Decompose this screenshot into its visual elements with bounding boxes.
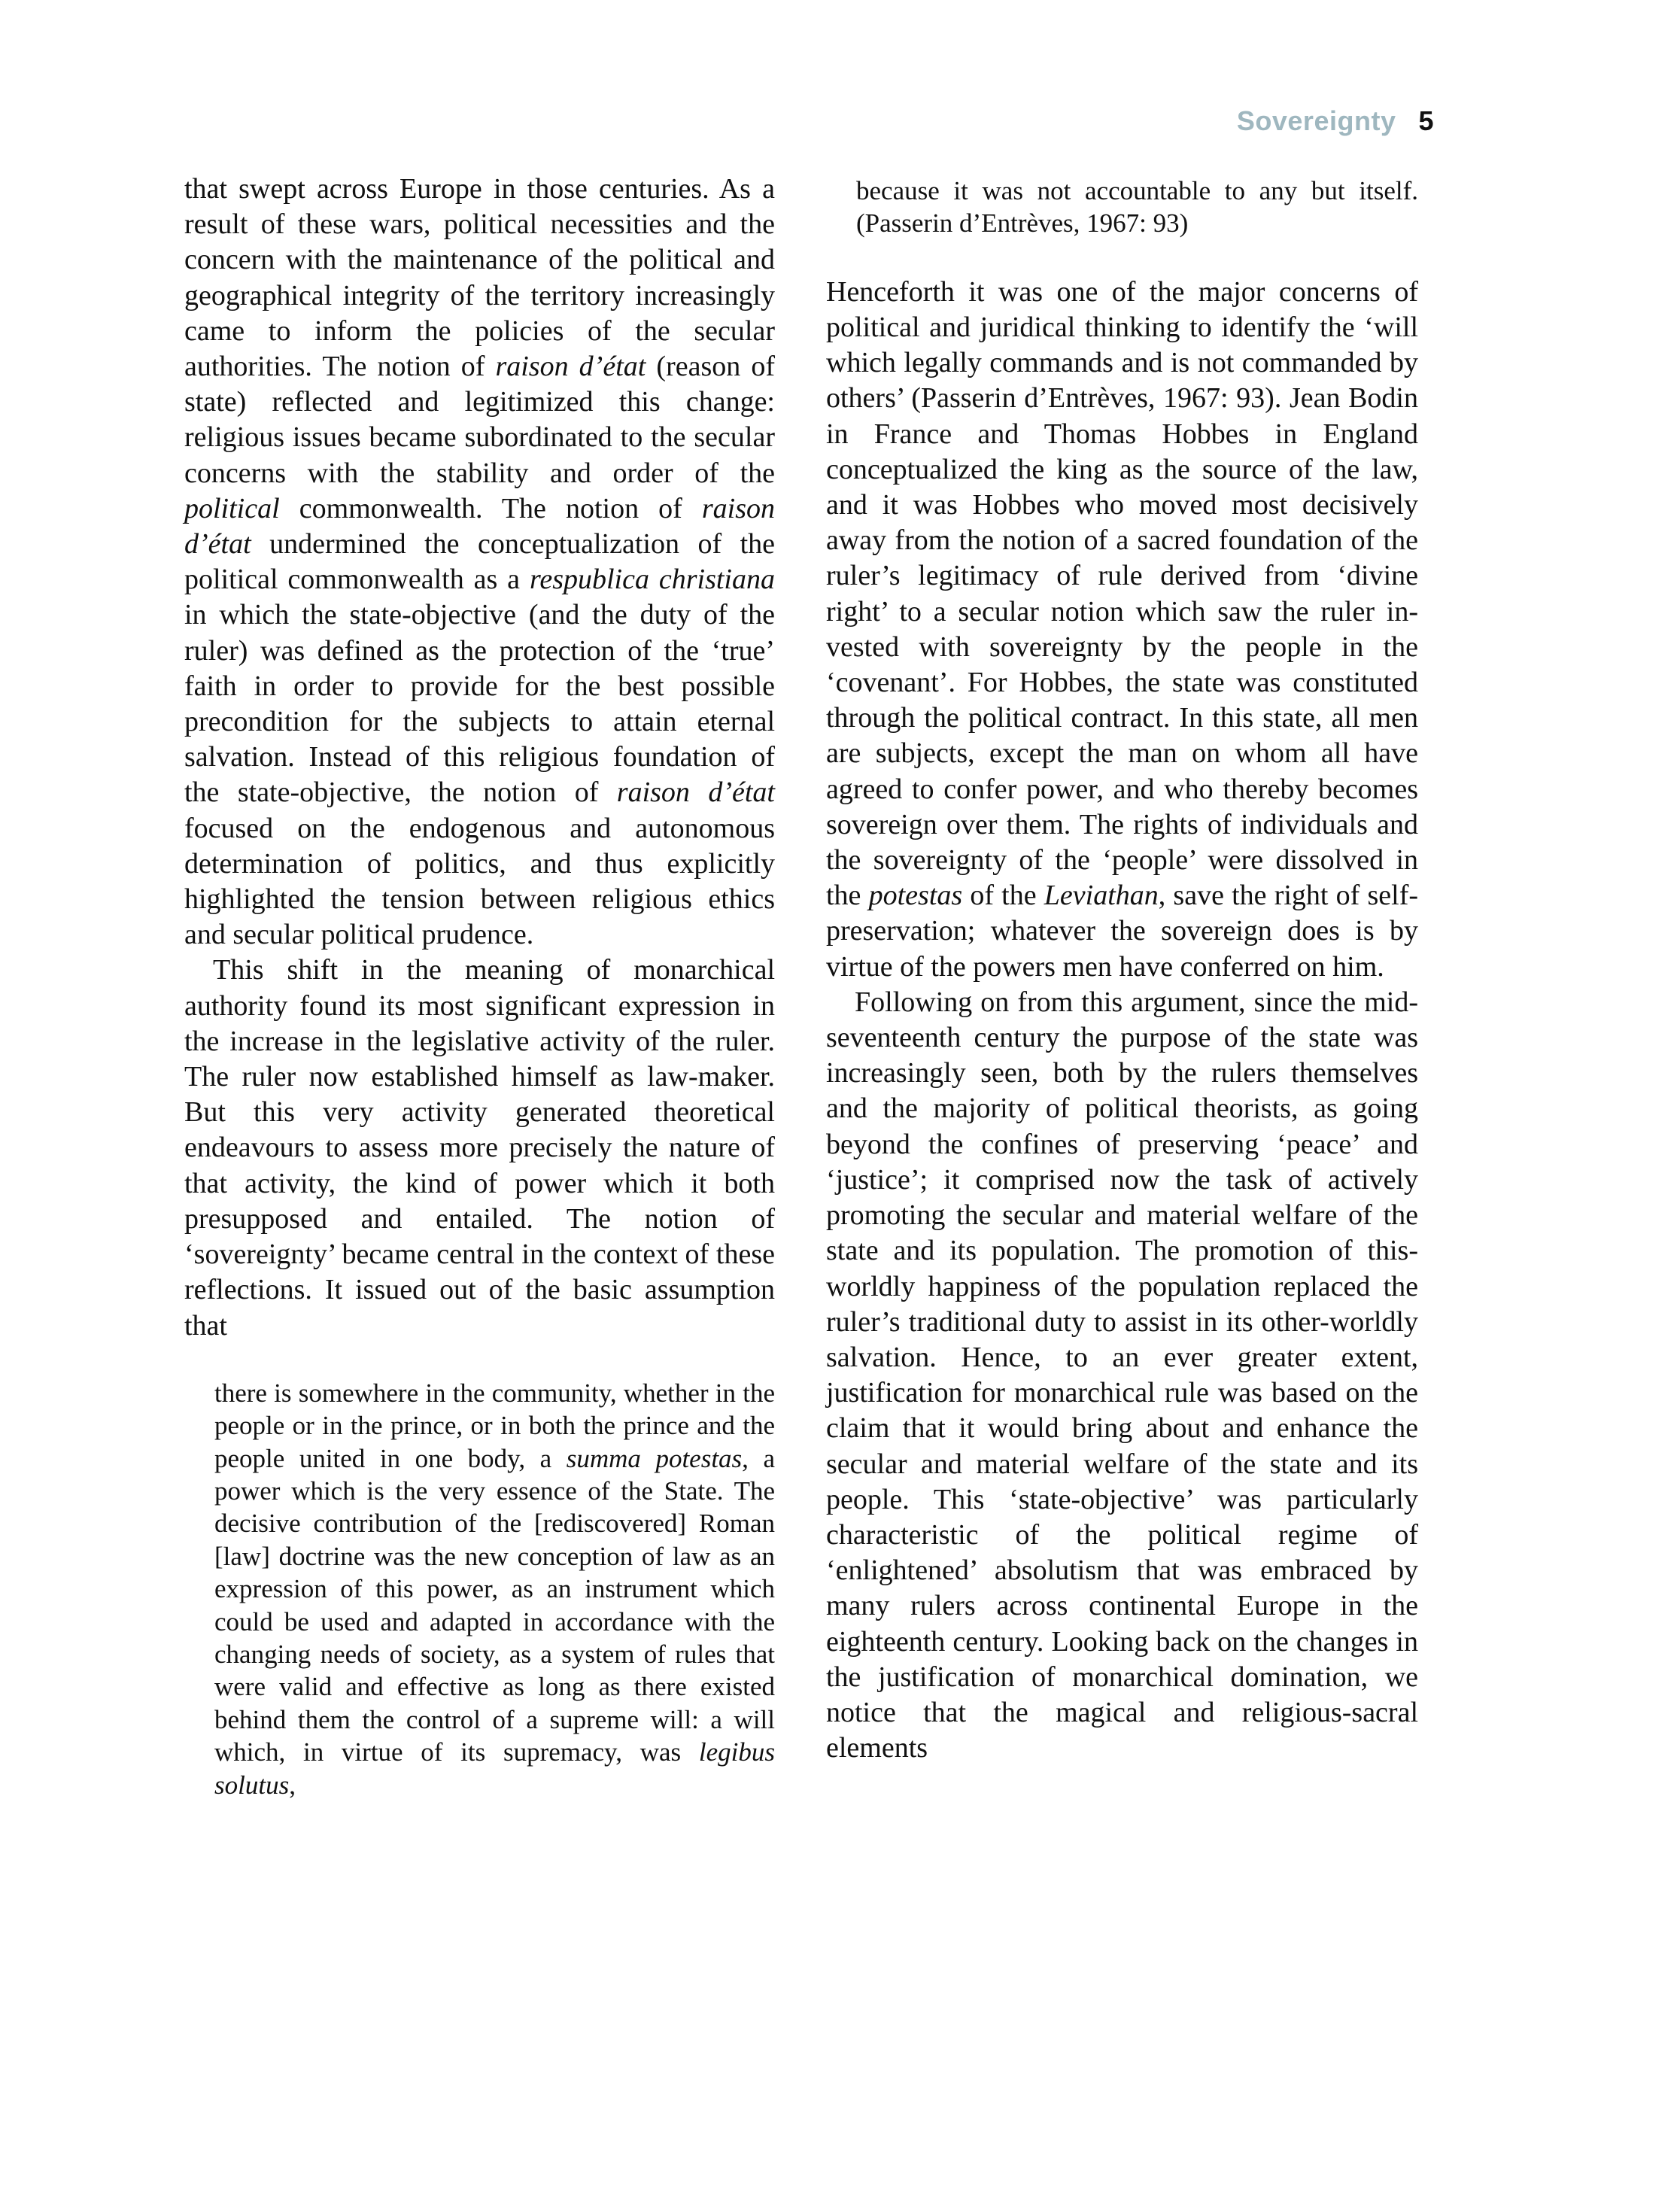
right-column (826, 175, 1418, 1766)
text-run: focused on the endogenous and autonomous determination of politics, and thus explicitly highlighted the tension between religious ethics and secular political prudence. (184, 812, 775, 951)
text-run: , save the right of self-preservation; whatever the sovereign does is by virtue of the powers men have conferred on him. (826, 880, 1418, 983)
paragraph-3 (826, 275, 1418, 985)
italic-term: raison d’état (184, 492, 775, 561)
text-run: (reason of state) reflected and legitimized this change: religious issues became subordinated to the secular concerns with the stability and order of the (184, 351, 775, 489)
paragraph-4: Following on from this argument, since the mid-seventeenth century the purpose of the state was increasingly seen, both by the rulers themselves and the majority of political theorists, as going beyond the confines of preserving ‘peace’ and ‘justice’; it comprised now the task of actively promoting the secular and material welfare of the state and its population. The promotion of this-worldly happiness of the population replaced the ruler’s traditional duty to assist in its other-worldly salvation. Hence, to an ever greater extent, justification for monarchical rule was based on the claim that it would bring about and enhance the secular and material welfare of the state and its people. This ‘state-objective’ was particularly characteristic of the political regime of ‘enlightened’ absolutism that was embraced by many rulers across continental Europe in the eighteenth century. Looking back on the changes in the justification of monarchical domination, we notice that the magical and religious-sacral elements (826, 986, 1418, 1764)
text-run: undermined the conceptualization of the political commonwealth as a (184, 528, 775, 596)
italic-term: legibus solutus (214, 1737, 775, 1800)
paragraph-1 (184, 172, 775, 953)
text-run: that swept across Europe in those centuries. As a result of these wars, political necessities and the concern with the maintenance of the political and geographical integrity of the territory increasingly came to inform the policies of the secular authorities. The notion of (184, 173, 775, 383)
text-run: , (289, 1770, 296, 1800)
italic-term: political (184, 492, 280, 524)
text-run: of the (962, 880, 1044, 912)
text-run: , a power which is the very essence of the State. The decisive contribution of the [rediscovered] Roman [law] doctrine was the new conception of law as an expression of this power, as an instrument which could be used and adapted in accordance with the changing needs of society, as a system of rules that were valid and effective as long as there existed behind them the control of a supreme will: a will which, in virtue of its supremacy, was (214, 1443, 775, 1767)
running-head (1237, 105, 1434, 137)
italic-term: Leviathan (1044, 880, 1159, 912)
block-quote (214, 1377, 775, 1801)
block-quote-continuation: because it was not accountable to any but itself. (Passerin d’Entrèves, 1967: 93) (856, 176, 1418, 239)
page-number: 5 (1418, 105, 1434, 136)
italic-term: summa potestas (566, 1443, 743, 1473)
italic-term: potestas (868, 880, 963, 912)
running-title: Sovereignty (1236, 105, 1396, 136)
text-run: in which the state-objective (and the duty of the ruler) was defined as the protection of the ‘true’ faith in order to provide for the best possible precondition for the subjects to attain eternal salvation. Instead of this religious foundation of the state-objective, the notion of (184, 599, 775, 809)
text-run: there is somewhere in the community, whether in the people or in the prince, or in both the prince and the people united in one body, a (214, 1378, 775, 1473)
left-column (184, 172, 775, 1801)
italic-term: respublica christiana (529, 564, 775, 596)
paragraph-2: This shift in the meaning of monarchical authority found its most significant expression in the increase in the legislative activity of the ruler. The ruler now established himself as law-maker. But this very activity generated theoretical endeavours to assess more precisely the nature of that activity, the kind of power which it both presupposed and entailed. The notion of ‘sovereignty’ became central in the context of these reflections. It issued out of the basic assumption that (184, 954, 775, 1342)
italic-term: raison d’état (616, 776, 775, 809)
italic-term: raison d’état (495, 351, 646, 383)
text-run: commonwealth. The notion of (279, 492, 702, 524)
text-run: Henceforth it was one of the major concerns of political and juridical thinking to identify the ‘will which legally commands and is not commanded by others’ (Passerin d’Entrèves, 1967: 93). Jean Bodin in France and Thomas Hobbes in England conceptualized the king as the source of the law, and it was Hobbes who moved most decisively away from the notion of a sacred foundation of the ruler’s legitimacy of rule derived from ‘divine right’ to a secular notion which saw the ruler invested with sovereignty by the people in the ‘covenant’. For Hobbes, the state was constituted through the political contract. In this state, all men are subjects, except the man on whom all have agreed to confer power, and who thereby becomes sovereign over them. The rights of individuals and the sovereignty of the ‘people’ were dissolved in the (826, 275, 1418, 912)
